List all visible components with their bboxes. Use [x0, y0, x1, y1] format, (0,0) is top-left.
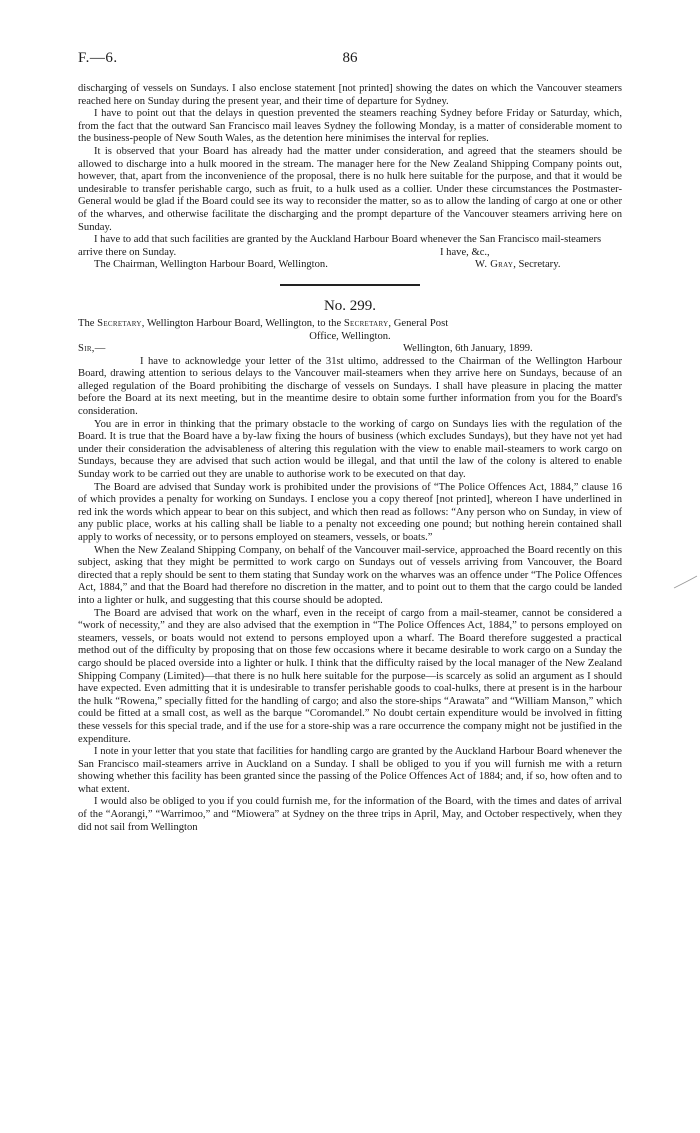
page-header [78, 52, 622, 70]
paragraph: The Board are advised that work on the wharf, even in the receipt of cargo from a mail-steamer, cannot be considered a “work of necessity,” and they are also advised that the exemption in “The Police Offences Act, 1884,” to persons employed on steamers, vessels, or boats would not extend to persons employed upon a wharf. The Board therefore suggested a practical method out of the difficulty by proposing that on those few occasions where it became desirable to work cargo on a Sunday the cargo should be placed overside into a lighter or hulk. I think that the difficulty raised by the local manager of the New Zealand Shipping Company (Limited)—that there is no hulk here suitable for the purpose—is scarcely as solid an argument as I should have expected. Even admitting that it is undesirable to transfer perishable goods to coal-hulks, there at present is in the harbour the hulk “Rowena,” specially fitted for the handling of cargo; and also the store-ships “Arawata” and “William Manson,” which could be fitted at a small cost, as well as the barque “Coromandel.” No doubt certain expenditure would be involved in fitting these vessels for this special trade, and if the use for a store-ship was a rare occurrence the company might not be justified in the expenditure. [78, 607, 622, 745]
heading-text: , Wellington Harbour Board, Wellington, to the [141, 317, 344, 329]
signature [475, 259, 560, 272]
paragraph: I would also be obliged to you if you could furnish me, for the information of the Board, with the times and dates of arrival of the “Aorangi,” “Warrimoo,” and “Miowera” at Sydney on the three trips in April, May, and October respectively, when they did not sail from Wellington [78, 796, 622, 833]
document-body [78, 83, 622, 834]
paragraph: The Board are advised that Sunday work is prohibited under the provisions of “The Police Offences Act, 1884,” clause 16 of which provides a penalty for working on Sundays. I enclose you a copy thereof [not printed], whereon I have underlined in red ink the words which appear to bear on this subject, and which then read as follows: “Any person who on Sunday, in view of any public place, works at his calling shall be liable to a penalty not exceeding one pound; but nothing herein contained shall apply to works of necessity, or to persons employed on steamers, vessels, or boats.” [78, 481, 622, 543]
closing: I have, &c., [440, 246, 490, 258]
section-divider [280, 284, 420, 286]
signature-name: W. Gray [475, 259, 514, 271]
place-date: Wellington, 6th January, 1899. [403, 343, 533, 355]
closing-row [78, 247, 622, 260]
margin-pencil-mark [672, 574, 698, 592]
salutation: Sir,— [78, 343, 106, 355]
salutation-row [78, 343, 622, 356]
addressee: The Chairman, Wellington Harbour Board, Wellington. [94, 259, 328, 271]
paragraph: When the New Zealand Shipping Company, on behalf of the Vancouver mail-service, approached the Board recently on this subject, asking that they might be permitted to work cargo on Sundays out of vessels arriving from Vancouver, the Board directed that a reply should be sent to them stating that Sunday work on the wharves was an offence under “The Police Offences Act, 1884,” and that the Board had therefore no discretion in the matter, and to point out to them that the cargo could be landed into a lighter or hulk, and suggesting that this course should be adopted. [78, 544, 622, 606]
paragraph: You are in error in thinking that the primary obstacle to the working of cargo on Sundays lies with the regulation of the Board. It is true that the Board have a by-law fixing the hours of business (which excludes Sundays), but they have not yet had under their consideration the advisableness of altering this regulation with the view to enable mail-steamers to work cargo on Sundays, because they are advised that such action would be illegal, and that until the law of the colony is altered to enable Sunday work to be carried out they are unable to authorise work to be executed on that day. [78, 418, 622, 481]
page-number: 86 [342, 50, 358, 66]
paragraph: I have to acknowledge your letter of the 31st ultimo, addressed to the Chairman of the Wellington Harbour Board, drawing attention to serious delays to the Vancouver mail-steamers when they arrive here on Sundays, because of an alleged regulation of the Board prohibiting the discharge of vessels on Sundays. I shall have pleasure in placing the matter before the Board at its next meeting, but in the meantime desire to obtain some further information from you for the Board's consideration. [78, 355, 622, 418]
signature-title: , Secretary. [513, 259, 561, 271]
paragraph: discharging of vessels on Sundays. I also enclose statement [not printed] showing the dates on which the Vancouver steamers reached here on Sunday during the present year, and their time of departure for Sydney. [78, 83, 622, 107]
letter-heading [78, 318, 622, 331]
paragraph: It is observed that your Board has already had the matter under consideration, and agreed that the steamers should be allowed to discharge into a hulk moored in the stream. The manager here for the New Zealand Shipping Company points out, however, that, apart from the inconvenience of the proposal, there is no hulk here suitable for the purpose, and that it would be undesirable to transfer perishable cargo, such as fruit, to a hulk used as a collier. Under these circumstances the Postmaster-General would be glad if the Board could see its way to reconsider the matter, so as to allow the landing of cargo at one or other of the wharves, and otherwise facilitate the discharging and the prompt departure of the Vancouver steamers arriving here on Sunday. [78, 145, 622, 233]
paragraph: I have to add that such facilities are granted by the Auckland Harbour Board whenever the San Francisco mail-steamers arrive there on Sunday. [78, 234, 602, 258]
heading-to-title: Secretary [343, 317, 389, 329]
heading-text: The [78, 317, 98, 329]
heading-from-title: Secretary [97, 317, 142, 329]
heading-text: , General Post [388, 317, 449, 329]
paragraph: I have to point out that the delays in question prevented the steamers reaching Sydney before Friday or Saturday, which, from the fact that the outward San Francisco mail leaves Sydney the following Monday, is a matter of considerable moment to the business-people of New South Wales, as the detention here minimises the interval for replies. [78, 108, 622, 145]
letter-number: No. 299. [323, 297, 377, 314]
paragraph: I note in your letter that you state that facilities for handling cargo are granted by the Auckland Harbour Board whenever the San Francisco mail-steamers arrive in Auckland on a Sunday. I shall be obliged to you if you will furnish me with a return showing whether this facility has been granted since the passing of the Police Offences Act of 1884; and, if so, how often and to what extent. [78, 746, 622, 795]
letter-heading-line2: Office, Wellington. [309, 330, 391, 342]
addressee-row [78, 259, 622, 272]
page-reference: F.—6. [78, 50, 118, 66]
